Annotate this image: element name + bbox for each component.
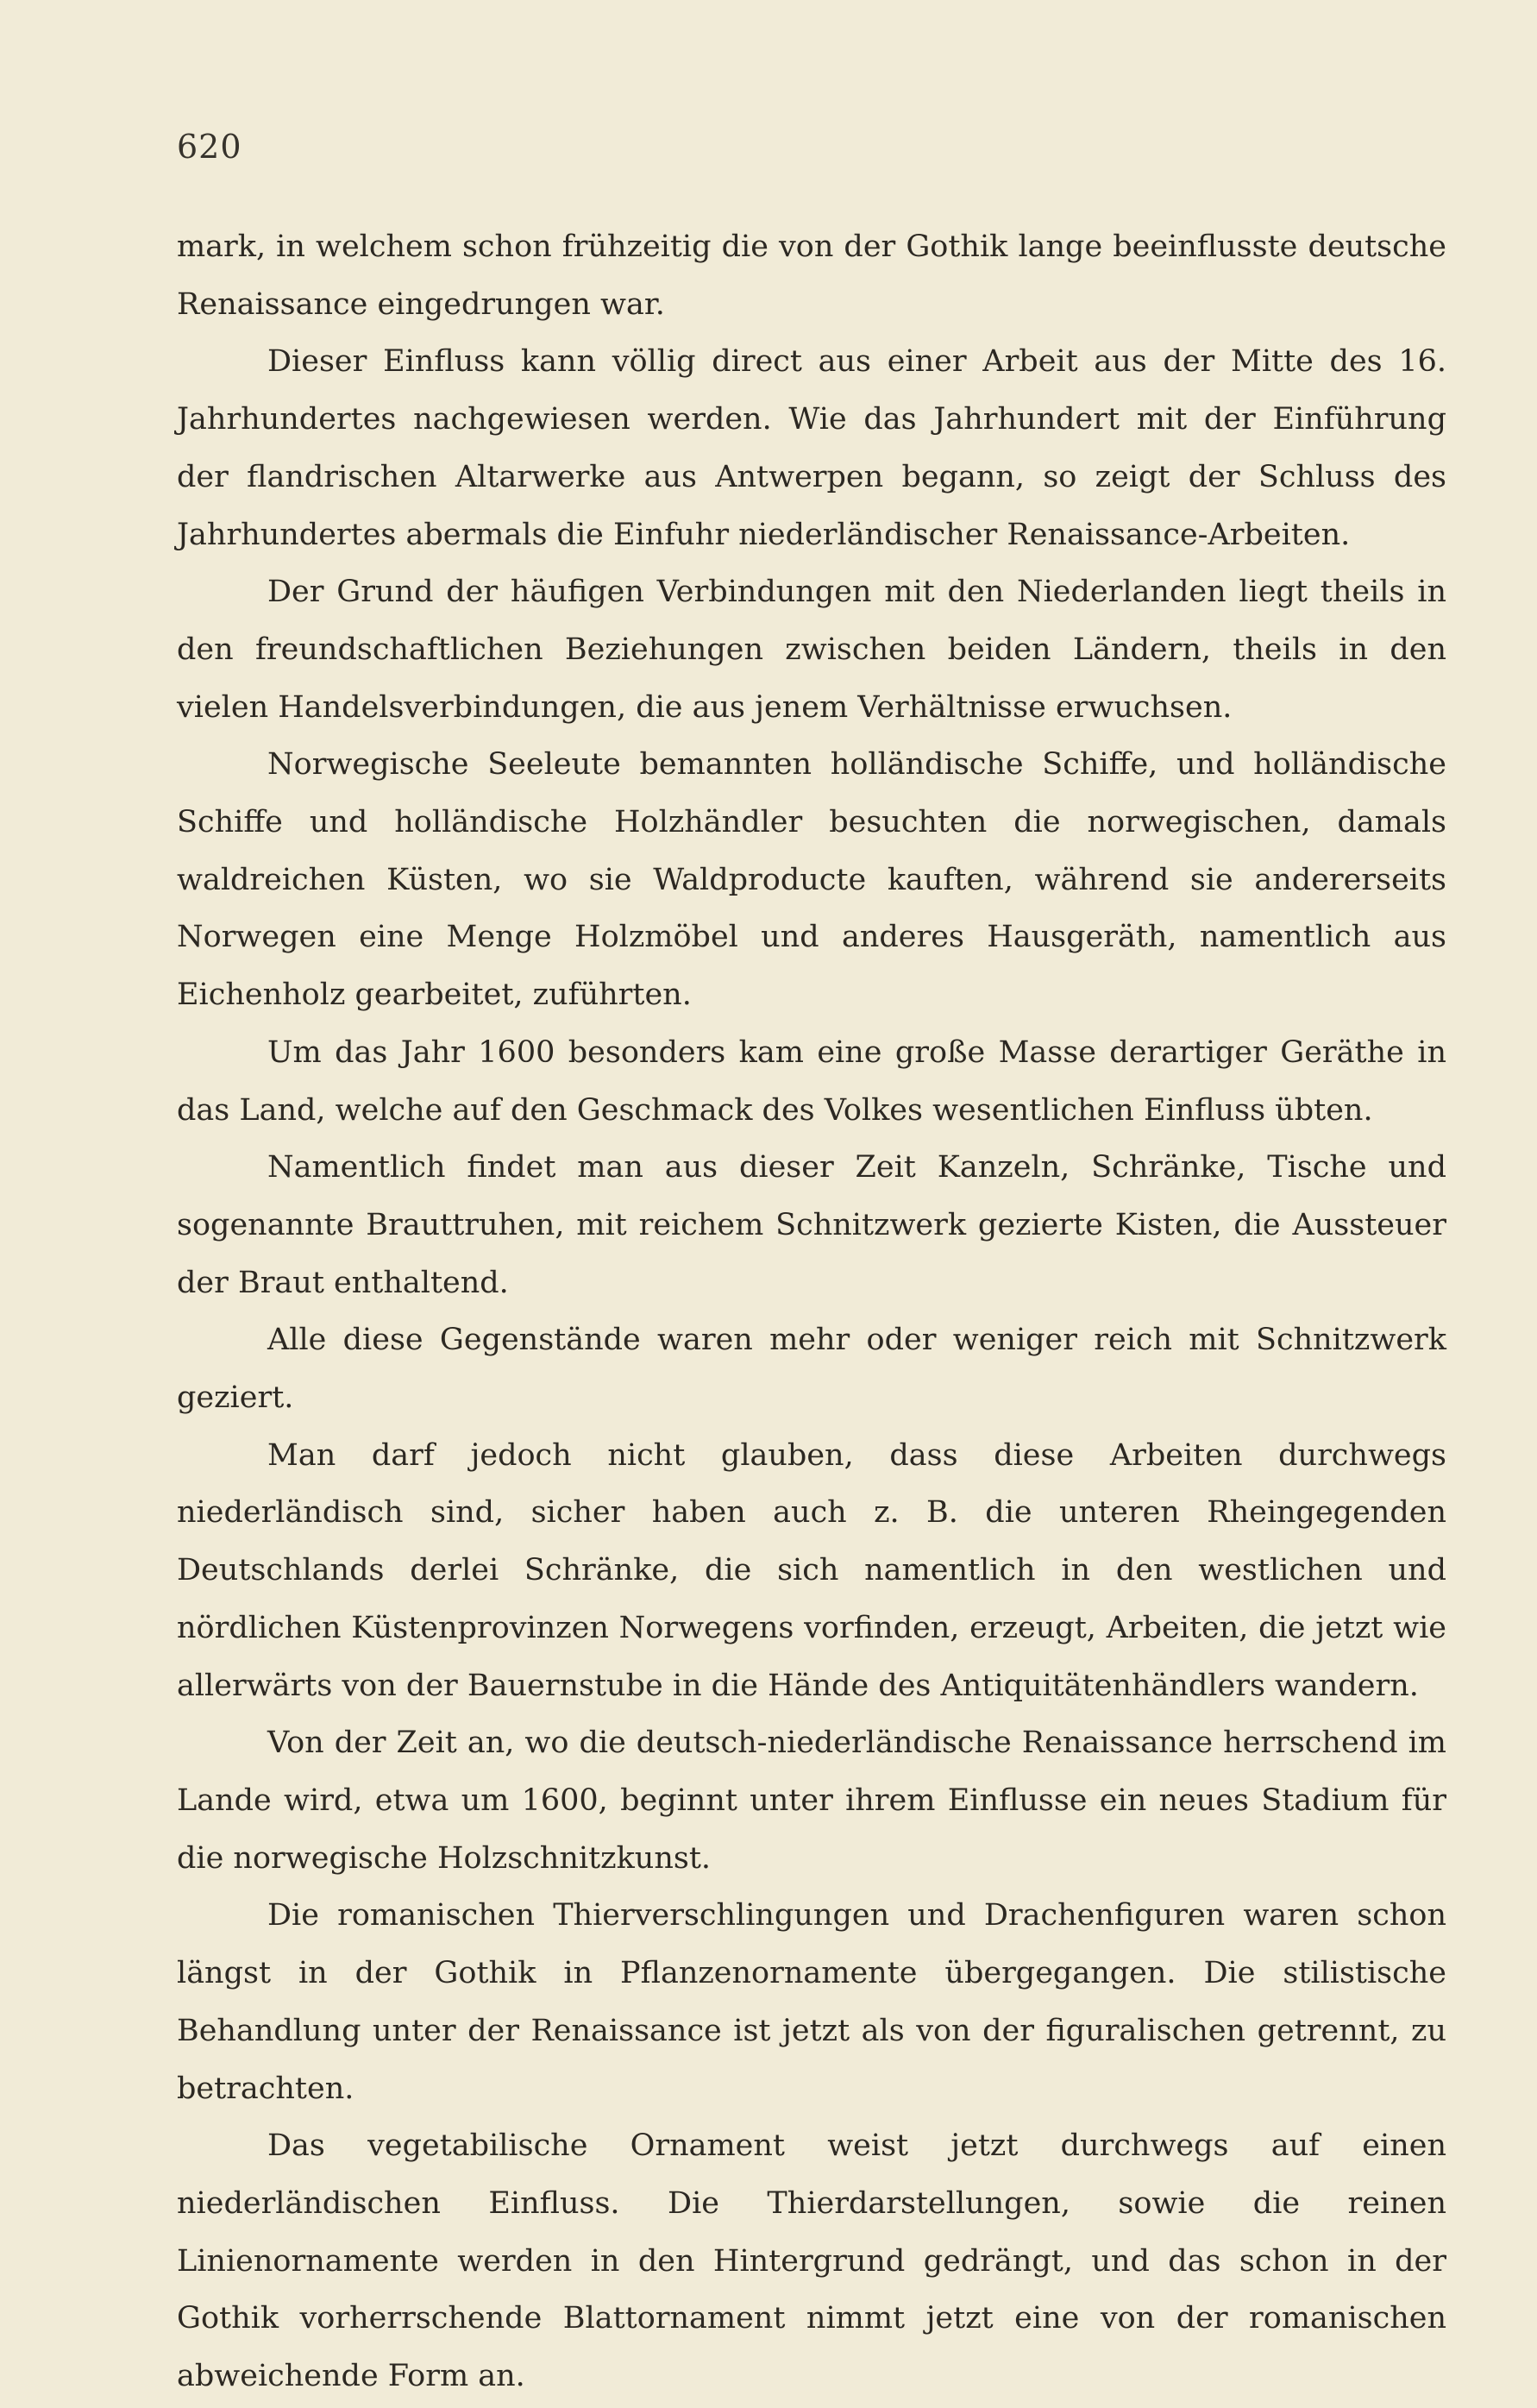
paragraph-11: Das vegetabilische Ornament weist jetzt durchwegs auf einen niederländischen Einfluss. Die Thierdarstellungen, sowie die reinen Linienornamente werden in den Hintergrund gedrängt, und das schon in der Gothik vorherrschende Blattornament nimmt jetzt eine von der romanischen abweichende Form an. — [177, 2128, 1446, 2394]
paragraph-1: mark, in welchem schon frühzeitig die von der Gothik lange beeinflusste deutsche Renaissance eingedrungen war. — [177, 229, 1446, 322]
paragraph-6: Namentlich findet man aus dieser Zeit Kanzeln, Schränke, Tische und sogenannte Brauttruhen, mit reichem Schnitzwerk gezierte Kisten, die Aussteuer der Braut enthaltend. — [177, 1150, 1446, 1300]
paragraph-10: Die romanischen Thierverschlingungen und Drachenfiguren waren schon längst in der Gothik in Pflanzenornamente übergegangen. Die stilistische Behandlung unter der Renaissance ist jetzt als von der figuralischen getrennt, zu betrachten. — [177, 1898, 1446, 2106]
paragraph-9: Von der Zeit an, wo die deutsch-niederländische Renaissance herrschend im Lande wird, etwa um 1600, beginnt unter ihrem Einflusse ein neues Stadium für die norwegische Holzschnitzkunst. — [177, 1726, 1446, 1876]
paragraph-5: Um das Jahr 1600 besonders kam eine große Masse derartiger Geräthe in das Land, welche auf den Geschmack des Volkes wesentlichen Einfluss übten. — [177, 1034, 1446, 1128]
page-number: 620 — [177, 128, 242, 166]
body-text — [177, 218, 1446, 2405]
paragraph-7: Alle diese Gegenstände waren mehr oder weniger reich mit Schnitzwerk geziert. — [177, 1323, 1446, 1416]
paragraph-8: Man darf jedoch nicht glauben, dass diese Arbeiten durchwegs niederländisch sind, sicher haben auch z. B. die unteren Rheingegenden Deutschlands derlei Schränke, die sich namentlich in den westlichen und nördlichen Küstenprovinzen Norwegens vorfinden, erzeugt, Arbeiten, die jetzt wie allerwärts von der Bauernstube in die Hände des Antiquitätenhändlers wandern. — [177, 1437, 1446, 1703]
paragraph-2: Dieser Einfluss kann völlig direct aus einer Arbeit aus der Mitte des 16. Jahrhundertes nachgewiesen werden. Wie das Jahrhundert mit der Einführung der flandrischen Altarwerke aus Antwerpen begann, so zeigt der Schluss des Jahrhundertes abermals die Einfuhr niederländischer Renaissance-Arbeiten. — [177, 344, 1446, 552]
paragraph-3: Der Grund der häufigen Verbindungen mit den Niederlanden liegt theils in den freundschaftlichen Beziehungen zwischen beiden Ländern, theils in den vielen Handelsverbindungen, die aus jenem Verhältnisse erwuchsen. — [177, 575, 1446, 725]
paragraph-4: Norwegische Seeleute bemannten holländische Schiffe, und holländische Schiffe und holländische Holzhändler besuchten die norwegischen, damals waldreichen Küsten, wo sie Waldproducte kauften, während sie andererseits Norwegen eine Menge Holzmöbel und anderes Hausgeräth, namentlich aus Eichenholz gearbeitet, zuführten. — [177, 747, 1446, 1013]
